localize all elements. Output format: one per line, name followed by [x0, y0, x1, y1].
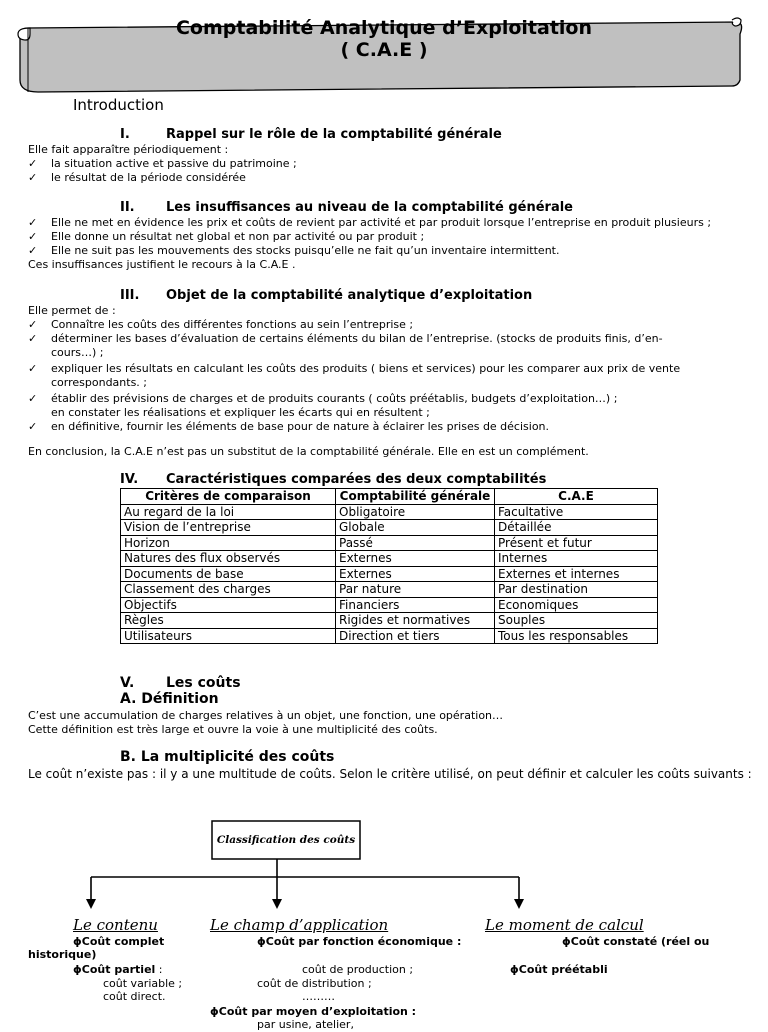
document-title — [0, 17, 768, 61]
list-item: ✓ Elle donne un résultat net global et non par activité ou par produit ; — [28, 230, 425, 243]
section-1-title: Rappel sur le rôle de la comptabilité générale — [166, 127, 502, 142]
section-1-heading — [120, 127, 502, 142]
diagram-heading-contenu: Le contenu — [73, 916, 158, 934]
section-4-title: Caractéristiques comparées des deux comptabilités — [166, 472, 547, 487]
section-2-title: Les insuffisances au niveau de la comptabilité générale — [166, 200, 573, 215]
cost-complet-historique: historique) — [28, 948, 97, 961]
table-cell: Natures des flux observés — [121, 551, 336, 567]
table-cell: Par nature — [336, 582, 495, 598]
section-3-lead: Elle permet de : — [28, 304, 116, 317]
section-3-number: III. — [120, 288, 140, 303]
list-item: ✓ établir des prévisions de charges et de produits courants ( coûts préétablis, budgets d’exploitation…) ; en constater les réalisations et expliquer les écarts qui en résultent ; — [28, 392, 618, 419]
comparison-table — [120, 488, 658, 644]
table-cell: Objectifs — [121, 597, 336, 613]
cost-par-moyen: ϕCoût par moyen d’exploitation : — [210, 1005, 417, 1018]
diagram-heading-champ: Le champ d’application — [210, 916, 389, 934]
section-2-heading — [120, 200, 573, 215]
table-cell: Passé — [336, 535, 495, 551]
list-item: ✓ déterminer les bases d’évaluation de certains éléments du bilan de l’entreprise. (stocks de produits finis, d’en- cours…) ; — [28, 332, 663, 359]
classification-diagram-lines — [0, 815, 768, 925]
table-cell: Vision de l’entreprise — [121, 520, 336, 536]
table-row — [121, 566, 658, 582]
column-header: Comptabilité générale — [336, 489, 495, 505]
checkmark-icon: ✓ — [28, 362, 38, 375]
table-header-row — [121, 489, 658, 505]
section-1-body — [28, 143, 758, 185]
checkmark-icon: ✓ — [28, 230, 38, 243]
cost-complet: ϕCoût complet — [73, 935, 165, 948]
cost-par-usine: par usine, atelier, — [257, 1018, 354, 1031]
table-cell: Détaillée — [495, 520, 658, 536]
section-5-title: Les coûts — [166, 675, 241, 691]
checkmark-icon: ✓ — [28, 244, 38, 257]
cost-ellipsis: ……… — [302, 990, 335, 1003]
table-cell: Présent et futur — [495, 535, 658, 551]
cost-distribution: coût de distribution ; — [257, 977, 372, 990]
table-row — [121, 597, 658, 613]
table-row — [121, 520, 658, 536]
table-cell: Utilisateurs — [121, 628, 336, 644]
cost-par-fonction: ϕCoût par fonction économique : — [257, 935, 462, 948]
cost-preetabli: ϕCoût préétabli — [510, 963, 608, 976]
cost-constate: ϕCoût constaté (réel ou — [562, 935, 710, 948]
cost-variable: coût variable ; — [103, 977, 183, 990]
table-cell: Externes — [336, 566, 495, 582]
section-4-heading — [120, 472, 546, 487]
section-2-tail: Ces insuffisances justifient le recours à la C.A.E . — [28, 258, 296, 271]
list-item: ✓ en définitive, fournir les éléments de base pour de nature à éclairer les prises de décision. — [28, 420, 550, 433]
checkmark-icon: ✓ — [28, 332, 38, 345]
table-cell: Classement des charges — [121, 582, 336, 598]
section-3-title: Objet de la comptabilité analytique d’exploitation — [166, 288, 533, 303]
checkmark-icon: ✓ — [28, 157, 38, 170]
checkmark-icon: ✓ — [28, 392, 38, 405]
section-3-heading — [120, 288, 532, 303]
table-row — [121, 628, 658, 644]
table-cell: Externes et internes — [495, 566, 658, 582]
table-cell: Externes — [336, 551, 495, 567]
checkmark-icon: ✓ — [28, 420, 38, 433]
cost-direct: coût direct. — [103, 990, 166, 1003]
list-item: ✓ expliquer les résultats en calculant les coûts des produits ( biens et services) pour les comparer aux prix de vente correspondants. ; — [28, 362, 681, 389]
table-cell: Rigides et normatives — [336, 613, 495, 629]
table-cell: Au regard de la loi — [121, 504, 336, 520]
table-cell: Règles — [121, 613, 336, 629]
title-line-1: Comptabilité Analytique d’Exploitation — [175, 17, 592, 39]
table-cell: Economiques — [495, 597, 658, 613]
section-5-number: V. — [120, 675, 135, 691]
column-header: C.A.E — [495, 489, 658, 505]
checkmark-icon: ✓ — [28, 318, 38, 331]
checkmark-icon: ✓ — [28, 171, 38, 184]
table-row — [121, 551, 658, 567]
table-row — [121, 582, 658, 598]
section-4-number: IV. — [120, 472, 139, 487]
table-cell: Par destination — [495, 582, 658, 598]
cost-production: coût de production ; — [302, 963, 414, 976]
diagram-heading-moment: Le moment de calcul — [485, 916, 644, 934]
table-row — [121, 613, 658, 629]
table-cell: Financiers — [336, 597, 495, 613]
definition-b-text: Le coût n’existe pas : il y a une multitude de coûts. Selon le critère utilisé, on peut définir et calculer les coûts suivants : — [28, 767, 752, 781]
subsection-a-heading: A. Définition — [120, 691, 219, 707]
conclusion-text: En conclusion, la C.A.E n’est pas un substitut de la comptabilité générale. Elle en est un complément. — [28, 445, 589, 458]
section-1-lead: Elle fait apparaître périodiquement : — [28, 143, 229, 156]
table-cell: Obligatoire — [336, 504, 495, 520]
table-cell: Souples — [495, 613, 658, 629]
introduction-heading: Introduction — [73, 96, 164, 114]
section-2-body — [28, 216, 768, 272]
table-row — [121, 504, 658, 520]
list-item: ✓ la situation active et passive du patrimoine ; — [28, 157, 297, 170]
table-cell: Globale — [336, 520, 495, 536]
table-cell: Tous les responsables — [495, 628, 658, 644]
table-cell: Documents de base — [121, 566, 336, 582]
subsection-b-heading: B. La multiplicité des coûts — [120, 749, 335, 765]
table-cell: Facultative — [495, 504, 658, 520]
title-line-2: ( C.A.E ) — [340, 39, 428, 61]
list-item: ✓ le résultat de la période considérée — [28, 171, 246, 184]
table-row — [121, 535, 658, 551]
definition-a-text: C’est une accumulation de charges relatives à un objet, une fonction, une opération… Cette définition est très large et ouvre la voie à une multiplicité des coûts. — [28, 709, 504, 736]
table-cell: Horizon — [121, 535, 336, 551]
list-item: ✓ Elle ne suit pas les mouvements des stocks puisqu’elle ne fait qu’un inventaire intermittent. — [28, 244, 560, 257]
section-1-number: I. — [120, 127, 130, 142]
cost-partiel: ϕCoût partiel : — [73, 963, 163, 976]
column-header: Critères de comparaison — [121, 489, 336, 505]
checkmark-icon: ✓ — [28, 216, 38, 229]
table-cell: Internes — [495, 551, 658, 567]
section-3-body — [28, 304, 768, 434]
table-cell: Direction et tiers — [336, 628, 495, 644]
section-5-heading — [120, 675, 241, 691]
list-item: ✓ Connaître les coûts des différentes fonctions au sein l’entreprise ; — [28, 318, 414, 331]
diagram-root-box: Classification des coûts — [216, 834, 356, 846]
list-item: ✓ Elle ne met en évidence les prix et coûts de revient par activité et par produit lorsque l’entreprise en produit plusieurs ; — [28, 216, 712, 229]
section-2-number: II. — [120, 200, 135, 215]
